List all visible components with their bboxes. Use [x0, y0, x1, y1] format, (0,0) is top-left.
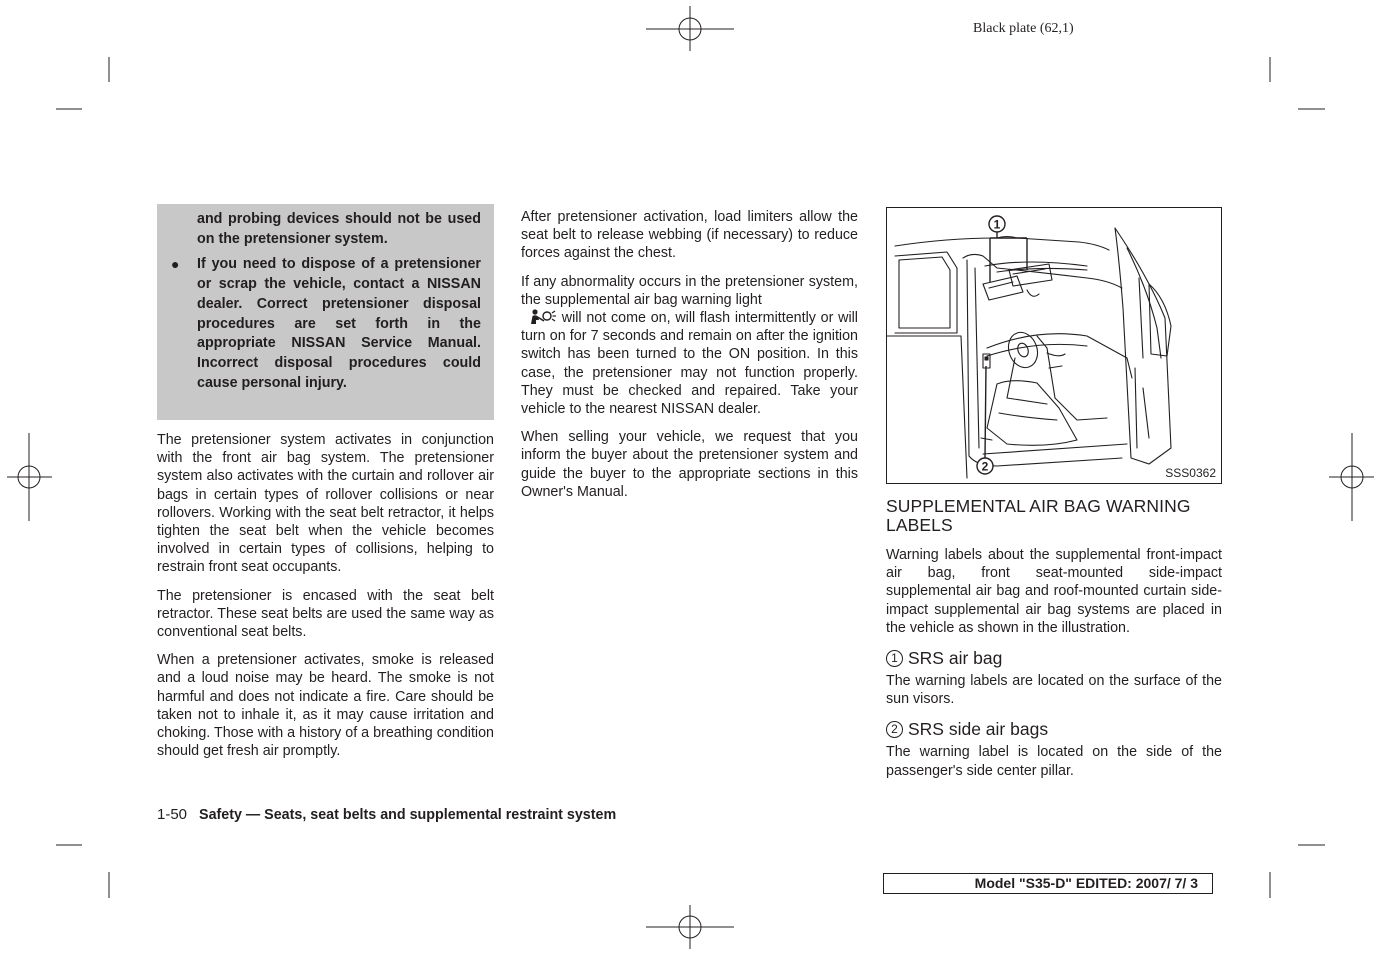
- section-intro: Warning labels about the supplemental front-impact air bag, front seat-mounted side-impact supplemental air bag and roof-mounted curtain side-impact supplemental air bag systems are placed in the vehicle as shown in the illustration.: [886, 547, 1222, 636]
- paragraph-part: will not come on, will flash intermittently or will turn on for 7 seconds and remain on after the ignition switch has been turned to the ON position. In this case, the pretensioner may not function properly. They must be checked and repaired. Take your vehicle to the nearest NISSAN dealer.: [521, 310, 858, 418]
- subheading-text: SRS air bag: [908, 648, 1003, 669]
- warning-box: [157, 204, 494, 420]
- subheading-srs-side-air-bags: [886, 718, 1222, 740]
- paragraph: The pretensioner system activates in conjunction with the front air bag system. The pretensioner system also activates with the curtain and rollover air bags in certain types of rollover collisions or near rollovers. Working with the seat belt retractor, it helps tighten the seat belt when the vehicle becomes involved in certain types of collisions, helping to restrain front seat occupants.: [157, 432, 494, 576]
- model-edited-box: Model "S35-D" EDITED: 2007/ 7/ 3: [883, 873, 1213, 894]
- subheading-srs-air-bag: [886, 647, 1222, 669]
- warning-bullet-text: If you need to dispose of a pretensioner or scrap the vehicle, contact a NISSAN dealer. Correct pretensioner disposal procedures are set forth in the appropriate NISSAN Service Manual. Incorrect disposal procedures could cause personal injury.: [197, 255, 481, 392]
- figure-code: SSS0362: [1165, 466, 1216, 480]
- warning-continuation: and probing devices should not be used on the pretensioner system.: [197, 211, 481, 247]
- warning-bullet-item: [170, 255, 481, 394]
- paragraph-part: If any abnormality occurs in the pretensioner system, the supplemental air bag warning light: [521, 273, 858, 308]
- paragraph: After pretensioner activation, load limiters allow the seat belt to release webbing (if necessary) to reduce forces against the chest.: [521, 209, 858, 262]
- section-title: SUPPLEMENTAL AIR BAG WARNING LABELS: [886, 496, 1191, 535]
- plate-label: Black plate (62,1): [973, 21, 1074, 36]
- subheading-description: The warning label is located on the side of the passenger's side center pillar.: [886, 744, 1222, 779]
- air-bag-warning-light-icon: [527, 309, 557, 325]
- column-1: [157, 431, 494, 770]
- column-2: [521, 208, 858, 511]
- footer-section-title: Safety — Seats, seat belts and supplemental restraint system: [199, 807, 617, 823]
- circle-number-2-icon: 2: [886, 721, 903, 738]
- column-3: [886, 546, 1222, 780]
- subheading-description: The warning labels are located on the surface of the sun visors.: [886, 673, 1222, 708]
- paragraph: [521, 273, 858, 419]
- paragraph: When a pretensioner activates, smoke is released and a loud noise may be heard. The smoke is not harmful and does not indicate a fire. Care should be taken not to inhale it, as it may cause irritation and choking. Those with a history of a breathing condition should get fresh air promptly.: [157, 652, 494, 760]
- paragraph: When selling your vehicle, we request that you inform the buyer about the pretensioner system and guide the buyer to the appropriate sections in this Owner's Manual.: [521, 429, 858, 500]
- page-number: 1-50: [157, 806, 188, 823]
- car-interior-drawing: [887, 208, 1222, 484]
- vehicle-interior-illustration: [886, 207, 1222, 484]
- callout-1: 1: [993, 217, 1001, 232]
- paragraph: The pretensioner is encased with the seat belt retractor. These seat belts are used the same way as conventional seat belts.: [157, 587, 494, 641]
- bullet-icon: ●: [171, 255, 180, 272]
- subheading-text: SRS side air bags: [908, 719, 1049, 740]
- callout-2: 2: [981, 459, 989, 474]
- page-footer: [157, 806, 616, 823]
- circle-number-1-icon: 1: [886, 650, 903, 667]
